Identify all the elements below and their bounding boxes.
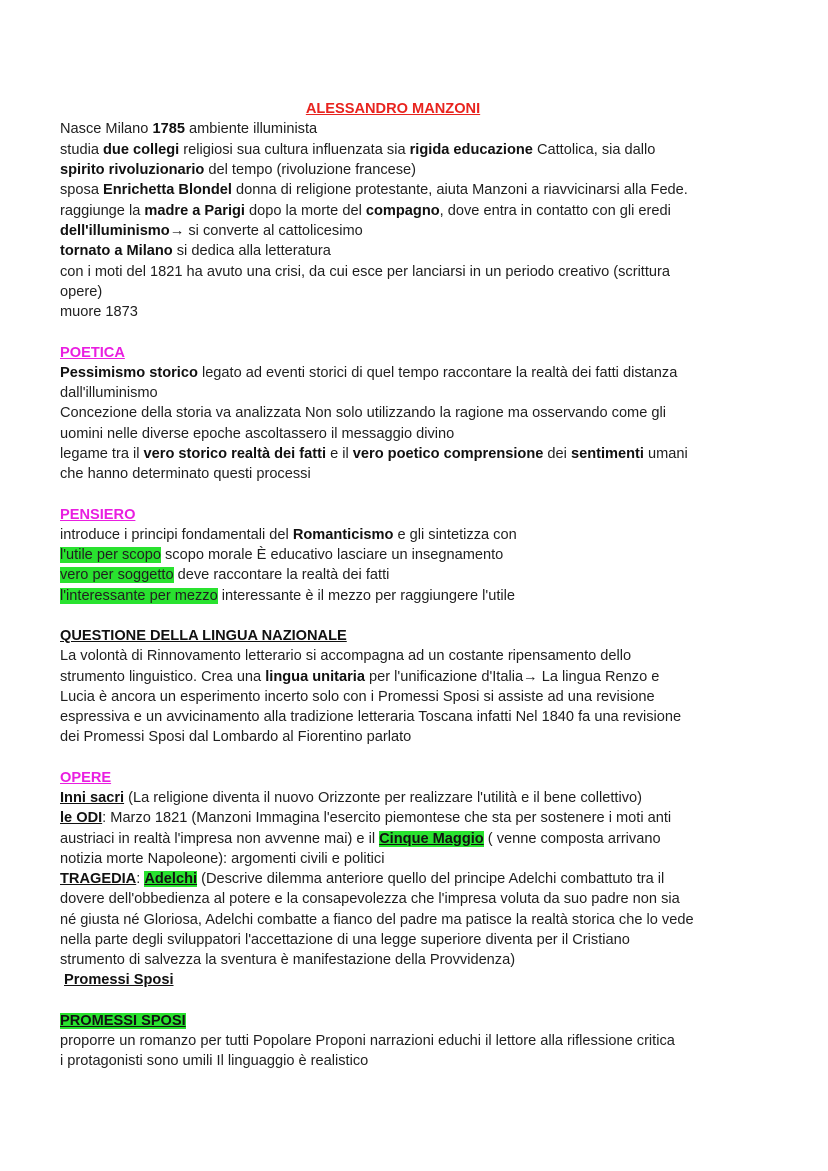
section-heading-pensiero: PENSIERO [60,507,136,523]
highlighted-term: Adelchi [144,871,198,887]
bio-line: tornato a Milano si dedica alla letteratura [60,243,331,259]
opere-line: né giusta né Gloriosa, Adelchi combatte a fianco del padre ma patisce la realtà storica che lo vede [60,912,694,928]
lingua-line: espressiva e un avvicinamento alla tradizione letteraria Toscana infatti Nel 1840 fa una revisione [60,709,682,725]
opere-line: Promessi Sposi [64,972,174,988]
bio-line: Nasce Milano 1785 ambiente illuminista [60,121,318,137]
lingua-line: dei Promessi Sposi dal Lombardo al Fiorentino parlato [60,729,412,745]
opere-line: strumento di salvezza la sventura è manifestazione della Provvidenza) [60,952,516,968]
bio-line: muore 1873 [60,304,138,320]
lingua-line: La volontà di Rinnovamento letterario si accompagna ad un costante ripensamento dello [60,648,632,664]
poetica-line: Pessimismo storico legato ad eventi storici di quel tempo raccontare la realtà dei fatti distanza [60,365,678,381]
pensiero-line: l'interessante per mezzo interessante è il mezzo per raggiungere l'utile [60,588,515,604]
lingua-line: strumento linguistico. Crea una lingua unitaria per l'unificazione d'Italia→ La lingua Renzo e [60,669,660,685]
highlighted-term: Cinque Maggio [379,831,484,847]
bio-line: opere) [60,284,103,300]
pensiero-line: vero per soggetto deve raccontare la realtà dei fatti [60,567,390,583]
pensiero-line: l'utile per scopo scopo morale È educativo lasciare un insegnamento [60,547,504,563]
pensiero-line: introduce i principi fondamentali del Romanticismo e gli sintetizza con [60,527,517,543]
poetica-line: dall'illuminismo [60,385,158,401]
opere-line: notizia morte Napoleone): argomenti civili e politici [60,851,385,867]
bio-line: spirito rivoluzionario del tempo (rivoluzione francese) [60,162,417,178]
section-heading-lingua: QUESTIONE DELLA LINGUA NAZIONALE [60,628,347,644]
poetica-line: che hanno determinato questi processi [60,466,311,482]
lingua-line: Lucia è ancora un esperimento incerto solo con i Promessi Sposi si assiste ad una revisione [60,689,655,705]
highlighted-term: vero per soggetto [60,567,174,583]
opere-line: austriaci in realtà l'impresa non avvenne mai) e il Cinque Maggio ( venne composta arrivano [60,831,661,847]
section-heading-opere: OPERE [60,770,112,786]
opere-line: dovere dell'obbedienza al potere e la consapevolezza che l'impresa voluta da suo padre non sia [60,891,680,907]
poetica-line: Concezione della storia va analizzata Non solo utilizzando la ragione ma osservando come gli [60,405,666,421]
bio-line: sposa Enrichetta Blondel donna di religione protestante, aiuta Manzoni a riavvicinarsi alla Fede. [60,182,688,198]
opere-line: TRAGEDIA: Adelchi (Descrive dilemma anteriore quello del principe Adelchi combattuto tra il [60,871,665,887]
highlighted-term: l'utile per scopo [60,547,161,563]
page-title: ALESSANDRO MANZONI [305,101,481,117]
bio-line: studia due collegi religiosi sua cultura influenzata sia rigida educazione Cattolica, sia dallo [60,142,656,158]
opere-line: Inni sacri (La religione diventa il nuovo Orizzonte per realizzare l'utilità e il bene collettivo) [60,790,642,806]
bio-line: dell'illuminismo→ si converte al cattolicesimo [60,223,363,239]
poetica-line: uomini nelle diverse epoche ascoltassero il messaggio divino [60,426,455,442]
bio-line: raggiunge la madre a Parigi dopo la morte del compagno, dove entra in contatto con gli eredi [60,203,671,219]
bio-line: con i moti del 1821 ha avuto una crisi, da cui esce per lanciarsi in un periodo creativo (scrittura [60,264,671,280]
opere-line: le ODI: Marzo 1821 (Manzoni Immagina l'esercito piemontese che sta per sostenere i moti anti [60,810,672,826]
section-heading-poetica: POETICA [60,345,125,361]
poetica-line: legame tra il vero storico realtà dei fatti e il vero poetico comprensione dei sentimenti umani [60,446,688,462]
section-heading-promessi-sposi: PROMESSI SPOSI [60,1013,186,1029]
highlighted-term: l'interessante per mezzo [60,588,218,604]
opere-line: nella parte degli sviluppatori l'accettazione di una legge superiore diventa per il Cristiano [60,932,630,948]
promessi-line: i protagonisti sono umili Il linguaggio è realistico [60,1053,369,1069]
promessi-line: proporre un romanzo per tutti Popolare Proponi narrazioni educhi il lettore alla riflessione critica [60,1033,675,1049]
